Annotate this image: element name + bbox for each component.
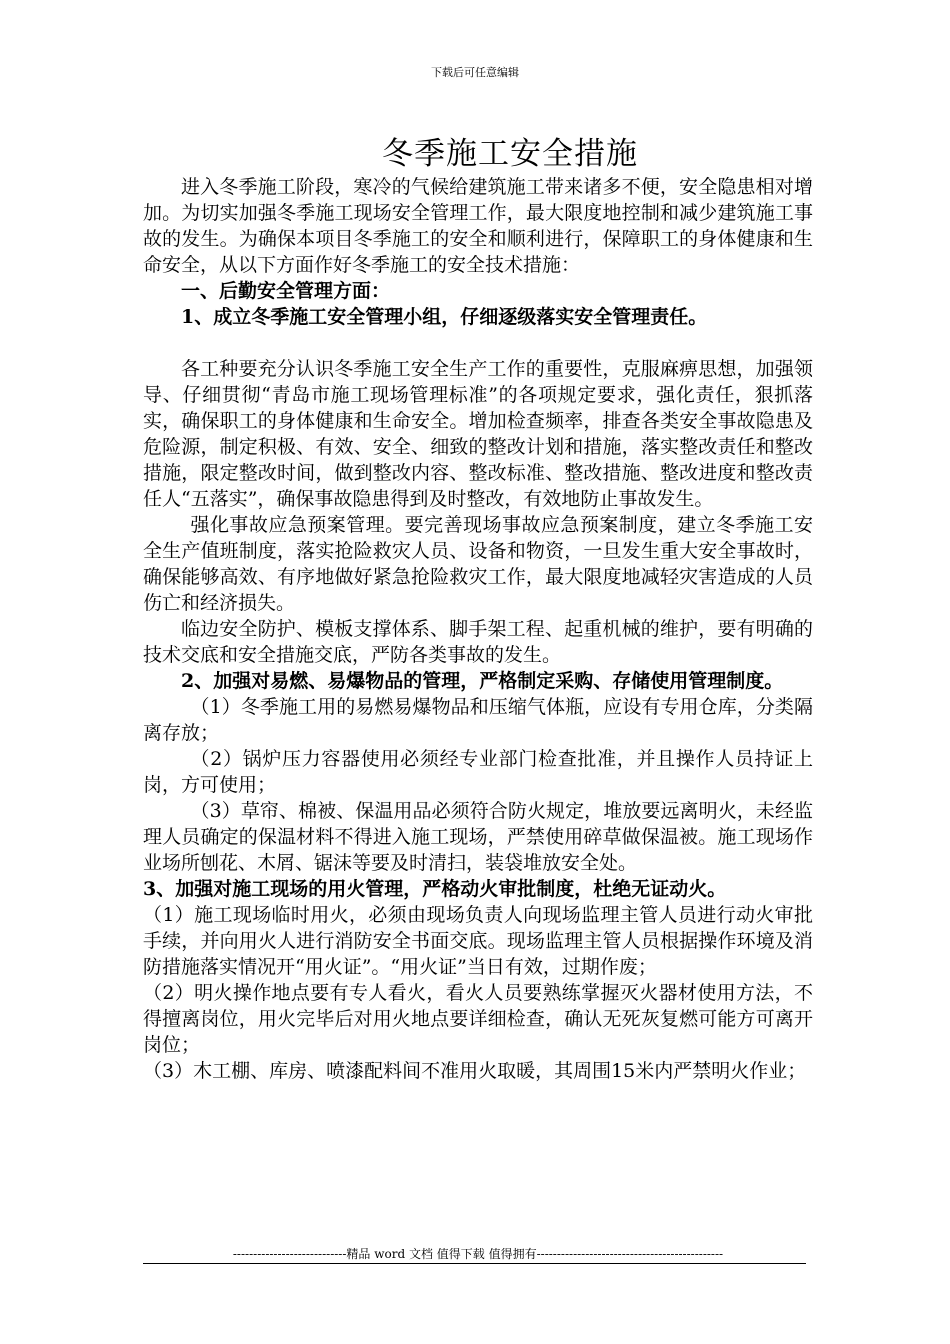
body-paragraph: 强化事故应急预案管理。要完善现场事故应急预案制度，建立冬季施工安全生产值班制度，落实抢险救灾人员、设备和物资，一旦发生重大安全事故时，确保能够高效、有序地做好紧急抢险救灾工作，最大限度地减轻灾害造成的人员伤亡和经济损失。 [143, 514, 813, 614]
subsection-heading-3: 3、加强对施工现场的用火管理，严格动火审批制度，杜绝无证动火。 [143, 878, 727, 900]
body-paragraph: 临边安全防护、模板支撑体系、脚手架工程、起重机械的维护，要有明确的技术交底和安全措施交底，严防各类事故的发生。 [143, 618, 813, 666]
section-heading-1: 一、后勤安全管理方面： [181, 280, 391, 302]
page-header: 下载后可任意编辑 [431, 66, 519, 79]
subsection-heading-2: 2、加强对易燃、易爆物品的管理，严格制定采购、存储使用管理制度。 [181, 670, 784, 692]
body-paragraph: 各工种要充分认识冬季施工安全生产工作的重要性，克服麻痹思想，加强领导、仔细贯彻“青岛市施工现场管理标准”的各项规定要求，强化责任，狠抓落实，确保职工的身体健康和生命安全。增加检查频率，排查各类安全事故隐患及危险源，制定积极、有效、安全、细致的整改计划和措施，落实整改责任和整改措施，限定整改时间，做到整改内容、整改标准、整改措施、整改进度和整改责任人“五落实”，确保事故隐患得到及时整改，有效地防止事故发生。 [143, 358, 813, 510]
page-footer: ----------------------------精品 word 文档 值得下载 值得拥有---------------------------------------------- [232, 1247, 724, 1261]
list-item: （3）草帘、棉被、保温用品必须符合防火规定，堆放要远离明火，未经监理人员确定的保温材料不得进入施工现场，严禁使用碎草做保温被。施工现场作业场所刨花、木屑、锯沫等要及时清扫，装袋堆放安全处。 [143, 800, 813, 874]
paragraph-spacer [143, 330, 813, 356]
list-item: （2）锅炉压力容器使用必须经专业部门检查批准，并且操作人员持证上岗，方可使用； [143, 748, 813, 796]
list-item: （2）明火操作地点要有专人看火，看火人员要熟练掌握灭火器材使用方法，不得擅离岗位，用火完毕后对用火地点要详细检查，确认无死灰复燃可能方可离开岗位； [143, 982, 813, 1056]
list-item: （1）施工现场临时用火，必须由现场负责人向现场监理主管人员进行动火审批手续，并向用火人进行消防安全书面交底。现场监理主管人员根据操作环境及消防措施落实情况开“用火证”。“用火证”当日有效，过期作废； [143, 904, 813, 978]
list-item: （1）冬季施工用的易燃易爆物品和压缩气体瓶，应设有专用仓库，分类隔离存放； [143, 696, 813, 744]
document-title: 冬季施工安全措施 [382, 136, 638, 172]
intro-paragraph: 进入冬季施工阶段，寒冷的气候给建筑施工带来诸多不便，安全隐患相对增加。为切实加强冬季施工现场安全管理工作，最大限度地控制和减少建筑施工事故的发生。为确保本项目冬季施工的安全和顺利进行，保障职工的身体健康和生命安全，从以下方面作好冬季施工的安全技术措施： [143, 176, 813, 276]
subsection-heading-1: 1、成立冬季施工安全管理小组，仔细逐级落实安全管理责任。 [181, 306, 708, 328]
list-item: （3）木工棚、库房、喷漆配料间不准用火取暖，其周围15米内严禁明火作业； [143, 1060, 807, 1082]
footer-divider [143, 1263, 806, 1264]
document-body [143, 174, 813, 1084]
